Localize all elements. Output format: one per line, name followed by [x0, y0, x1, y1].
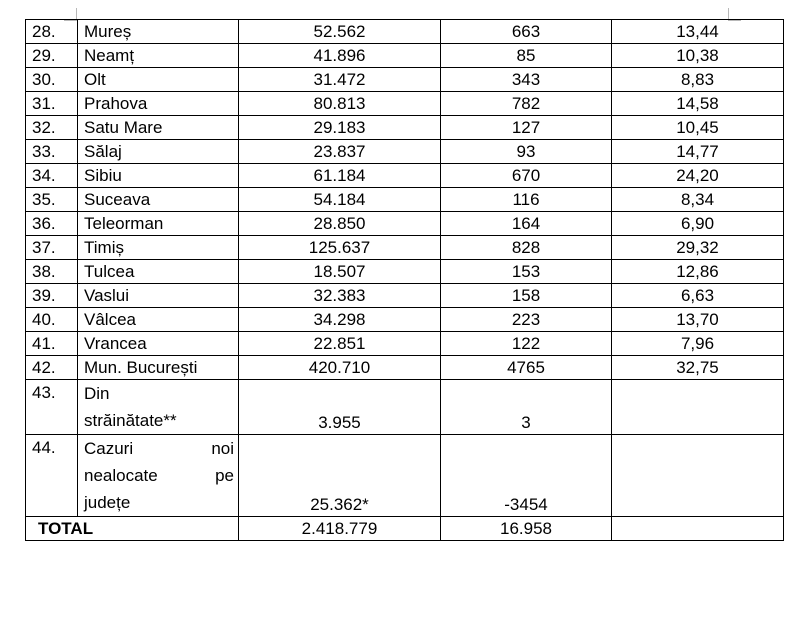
cell-noi: 153 [441, 260, 612, 284]
table-body [26, 20, 784, 380]
row-number: 38. [26, 260, 78, 284]
row-county: Tulcea [78, 260, 239, 284]
cell-cazuri: 25.362* [239, 435, 441, 517]
row-label-line-3: județe [84, 493, 131, 512]
row-county: Vaslui [78, 284, 239, 308]
row-county: Olt [78, 68, 239, 92]
cell-rata [612, 380, 784, 435]
table-row [26, 116, 784, 140]
row-number: 29. [26, 44, 78, 68]
row-county: Satu Mare [78, 116, 239, 140]
total-cazuri: 2.418.779 [239, 517, 441, 541]
row-county: Prahova [78, 92, 239, 116]
row-number: 43. [26, 380, 78, 435]
row-number: 30. [26, 68, 78, 92]
row-label [78, 435, 239, 517]
label-word: nealocate [84, 466, 158, 485]
cell-noi: 158 [441, 284, 612, 308]
table-row [26, 332, 784, 356]
cell-noi: 116 [441, 188, 612, 212]
cell-cazuri: 23.837 [239, 140, 441, 164]
total-label: TOTAL [26, 517, 239, 541]
label-word: pe [215, 466, 234, 485]
cell-cazuri: 420.710 [239, 356, 441, 380]
table-row-unallocated [26, 435, 784, 517]
row-number: 36. [26, 212, 78, 236]
cell-cazuri: 41.896 [239, 44, 441, 68]
cell-rata: 8,34 [612, 188, 784, 212]
cell-cazuri: 61.184 [239, 164, 441, 188]
row-number: 39. [26, 284, 78, 308]
table-footer-rows [26, 380, 784, 541]
cell-rata: 13,70 [612, 308, 784, 332]
cell-rata: 14,58 [612, 92, 784, 116]
county-cases-table [25, 19, 784, 541]
table-row [26, 164, 784, 188]
table-row-abroad [26, 380, 784, 435]
table-row [26, 140, 784, 164]
cell-noi: 670 [441, 164, 612, 188]
table-row [26, 356, 784, 380]
row-label-line-2: străinătate** [84, 411, 177, 430]
cell-cazuri: 52.562 [239, 20, 441, 44]
row-number: 32. [26, 116, 78, 140]
cell-cazuri: 34.298 [239, 308, 441, 332]
table-row [26, 260, 784, 284]
cell-noi: 4765 [441, 356, 612, 380]
row-number: 44. [26, 435, 78, 517]
row-county: Neamț [78, 44, 239, 68]
cell-noi: 122 [441, 332, 612, 356]
cell-cazuri: 80.813 [239, 92, 441, 116]
cell-rata: 13,44 [612, 20, 784, 44]
row-county: Vâlcea [78, 308, 239, 332]
cell-cazuri: 54.184 [239, 188, 441, 212]
row-county: Mun. București [78, 356, 239, 380]
row-number: 41. [26, 332, 78, 356]
row-label-line-1 [84, 435, 234, 462]
table-row [26, 308, 784, 332]
cell-noi: 85 [441, 44, 612, 68]
cell-cazuri: 28.850 [239, 212, 441, 236]
table-row [26, 212, 784, 236]
table-row-total [26, 517, 784, 541]
cell-noi: 93 [441, 140, 612, 164]
cell-rata: 12,86 [612, 260, 784, 284]
row-county: Mureș [78, 20, 239, 44]
row-county: Teleorman [78, 212, 239, 236]
cell-noi: -3454 [441, 435, 612, 517]
row-number: 37. [26, 236, 78, 260]
table-row [26, 44, 784, 68]
table-row [26, 188, 784, 212]
cell-cazuri: 31.472 [239, 68, 441, 92]
cell-cazuri: 3.955 [239, 380, 441, 435]
cell-rata: 7,96 [612, 332, 784, 356]
row-county: Sălaj [78, 140, 239, 164]
row-county: Suceava [78, 188, 239, 212]
cell-noi: 127 [441, 116, 612, 140]
row-number: 34. [26, 164, 78, 188]
cell-rata: 14,77 [612, 140, 784, 164]
cell-noi: 782 [441, 92, 612, 116]
row-number: 42. [26, 356, 78, 380]
cell-rata [612, 435, 784, 517]
cell-rata: 6,63 [612, 284, 784, 308]
table-row [26, 284, 784, 308]
cell-cazuri: 29.183 [239, 116, 441, 140]
row-label-line-2 [84, 462, 234, 489]
cell-cazuri: 22.851 [239, 332, 441, 356]
cell-rata: 32,75 [612, 356, 784, 380]
row-label-line-1: Din [84, 384, 110, 403]
cell-cazuri: 125.637 [239, 236, 441, 260]
row-number: 31. [26, 92, 78, 116]
table-row [26, 20, 784, 44]
row-county: Sibiu [78, 164, 239, 188]
total-noi: 16.958 [441, 517, 612, 541]
total-rata [612, 517, 784, 541]
cell-rata: 24,20 [612, 164, 784, 188]
cell-rata: 29,32 [612, 236, 784, 260]
cell-cazuri: 18.507 [239, 260, 441, 284]
row-county: Timiș [78, 236, 239, 260]
cell-noi: 164 [441, 212, 612, 236]
cell-noi: 828 [441, 236, 612, 260]
cell-noi: 223 [441, 308, 612, 332]
cell-noi: 343 [441, 68, 612, 92]
table-row [26, 92, 784, 116]
row-number: 40. [26, 308, 78, 332]
row-county: Vrancea [78, 332, 239, 356]
table-row [26, 236, 784, 260]
label-word: noi [211, 439, 234, 458]
row-number: 35. [26, 188, 78, 212]
cell-rata: 6,90 [612, 212, 784, 236]
label-word: Cazuri [84, 439, 134, 458]
cell-noi: 3 [441, 380, 612, 435]
row-label [78, 380, 239, 435]
row-number: 33. [26, 140, 78, 164]
table-row [26, 68, 784, 92]
row-number: 28. [26, 20, 78, 44]
cell-noi: 663 [441, 20, 612, 44]
cell-rata: 10,38 [612, 44, 784, 68]
cell-rata: 10,45 [612, 116, 784, 140]
cell-rata: 8,83 [612, 68, 784, 92]
cell-cazuri: 32.383 [239, 284, 441, 308]
